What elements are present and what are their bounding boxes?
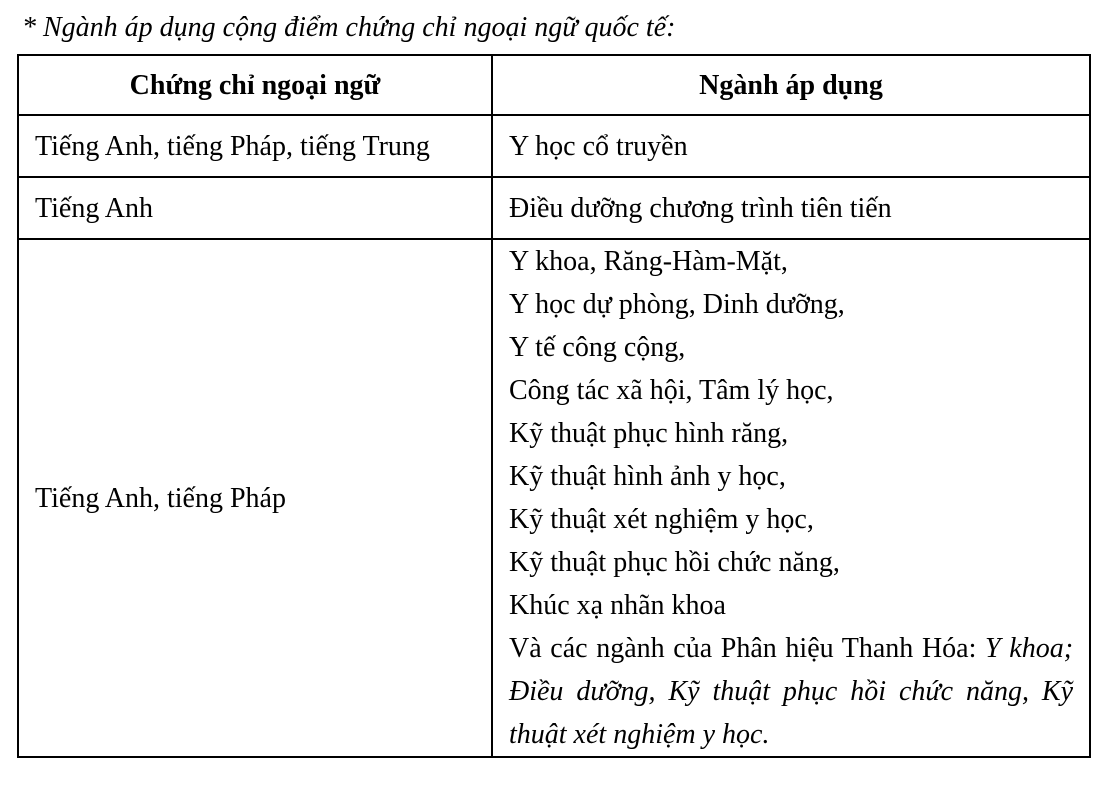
majors-cell: Điều dưỡng chương trình tiên tiến [492,177,1090,239]
major-item: Y khoa, Răng-Hàm-Mặt, [509,246,788,277]
certificate-cell: Tiếng Anh [18,177,492,239]
major-item: Khúc xạ nhãn khoa [509,590,726,621]
branch-note-majors: Y khoa; Điều dưỡng, Kỹ thuật phục hồi chức năng, Kỹ thuật xét nghiệm y học. [509,633,1074,750]
major-item: Kỹ thuật hình ảnh y học, [509,461,786,492]
major-item: Công tác xã hội, Tâm lý học, [509,375,834,406]
table-row [18,115,1090,177]
certificate-cell: Tiếng Anh, tiếng Pháp [18,239,492,757]
language-certificate-table [17,54,1091,758]
branch-note [509,627,1073,756]
certificate-cell: Tiếng Anh, tiếng Pháp, tiếng Trung [18,115,492,177]
majors-cell: Y học cổ truyền [492,115,1090,177]
header-majors: Ngành áp dụng [492,55,1090,115]
table-caption: * Ngành áp dụng cộng điểm chứng chỉ ngoại ngữ quốc tế: [22,12,676,43]
table-row [18,177,1090,239]
branch-note-prefix: Và các ngành của Phân hiệu Thanh Hóa: [509,633,977,664]
major-item: Kỹ thuật phục hình răng, [509,418,789,449]
major-item: Y học dự phòng, Dinh dưỡng, [509,289,845,320]
table-row [18,239,1090,757]
major-item: Kỹ thuật xét nghiệm y học, [509,504,814,535]
header-certificate: Chứng chỉ ngoại ngữ [18,55,492,115]
table-header-row [18,55,1090,115]
majors-cell [492,239,1090,757]
major-item: Y tế công cộng, [509,332,686,363]
major-item: Kỹ thuật phục hồi chức năng, [509,547,840,578]
